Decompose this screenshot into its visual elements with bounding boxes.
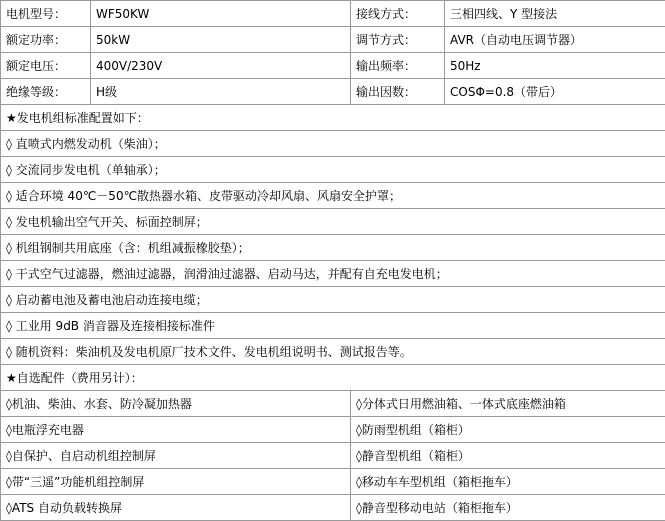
table-row xyxy=(1,53,665,79)
standard-config-item: ◊ 工业用 9dB 消音器及连接相接标准件 xyxy=(1,313,665,339)
rated-voltage-value: 400V/230V xyxy=(91,53,351,79)
optional-config-item-right: ◊静音型机组（箱柜） xyxy=(351,443,665,469)
optional-config-item-right: ◊移动车车型机组（箱柜拖车） xyxy=(351,469,665,495)
list-item xyxy=(1,261,665,287)
standard-config-item: ◊ 发电机输出空气开关、标面控制屏； xyxy=(1,209,665,235)
wiring-method-label: 接线方式： xyxy=(351,1,445,27)
spec-table-body xyxy=(1,1,665,521)
optional-config-item-left: ◊自保护、自启动机组控制屏 xyxy=(1,443,351,469)
optional-config-item-left: ◊机油、柴油、水套、防冷凝加热器 xyxy=(1,391,351,417)
regulation-method-label: 调节方式： xyxy=(351,27,445,53)
list-item xyxy=(1,313,665,339)
standard-config-item: ◊ 随机资料：柴油机及发电机原厂技术文件、发电机组说明书、测试报告等。 xyxy=(1,339,665,365)
standard-config-item: ◊ 机组钢制共用底座（含：机组减振橡胶垫）； xyxy=(1,235,665,261)
standard-config-item: ◊ 干式空气过滤器，燃油过滤器，润滑油过滤器、启动马达，并配有自充电发电机； xyxy=(1,261,665,287)
insulation-class-value: H级 xyxy=(91,79,351,105)
table-row xyxy=(1,469,665,495)
output-frequency-label: 输出频率： xyxy=(351,53,445,79)
rated-power-label: 额定功率： xyxy=(1,27,91,53)
list-item xyxy=(1,157,665,183)
list-item xyxy=(1,339,665,365)
table-row xyxy=(1,443,665,469)
power-factor-label: 输出因数： xyxy=(351,79,445,105)
standard-config-item: ◊ 交流同步发电机（单轴承）； xyxy=(1,157,665,183)
table-row xyxy=(1,27,665,53)
motor-model-label: 电机型号： xyxy=(1,1,91,27)
rated-voltage-label: 额定电压： xyxy=(1,53,91,79)
table-row xyxy=(1,417,665,443)
list-item xyxy=(1,131,665,157)
list-item xyxy=(1,209,665,235)
table-row xyxy=(1,79,665,105)
optional-config-heading-row xyxy=(1,365,665,391)
standard-config-item: ◊ 直喷式内燃发动机（柴油）； xyxy=(1,131,665,157)
motor-model-value: WF50KW xyxy=(91,1,351,27)
optional-config-item-right: ◊静音型移动电站（箱柜拖车） xyxy=(351,495,665,521)
optional-config-item-left: ◊ATS 自动负载转换屏 xyxy=(1,495,351,521)
standard-config-heading: ★发电机组标准配置如下： xyxy=(1,105,665,131)
optional-config-item-left: ◊带“三遥”功能机组控制屏 xyxy=(1,469,351,495)
optional-config-item-left: ◊电瓶浮充电器 xyxy=(1,417,351,443)
output-frequency-value: 50Hz xyxy=(445,53,665,79)
optional-config-item-right: ◊防雨型机组（箱柜） xyxy=(351,417,665,443)
optional-config-heading: ★自选配件（费用另计）： xyxy=(1,365,665,391)
table-row xyxy=(1,391,665,417)
list-item xyxy=(1,183,665,209)
standard-config-heading-row xyxy=(1,105,665,131)
table-row xyxy=(1,1,665,27)
list-item xyxy=(1,235,665,261)
insulation-class-label: 绝缘等级： xyxy=(1,79,91,105)
rated-power-value: 50kW xyxy=(91,27,351,53)
standard-config-item: ◊ 适合环境 40℃－50℃散热器水箱、皮带驱动冷却风扇、风扇安全护罩； xyxy=(1,183,665,209)
optional-config-item-right: ◊分体式日用燃油箱、一体式底座燃油箱 xyxy=(351,391,665,417)
standard-config-item: ◊ 启动蓄电池及蓄电池启动连接电缆； xyxy=(1,287,665,313)
regulation-method-value: AVR（自动电压调节器） xyxy=(445,27,665,53)
power-factor-value: COSΦ=0.8（带后） xyxy=(445,79,665,105)
wiring-method-value: 三相四线、Y 型接法 xyxy=(445,1,665,27)
table-row xyxy=(1,495,665,521)
list-item xyxy=(1,287,665,313)
